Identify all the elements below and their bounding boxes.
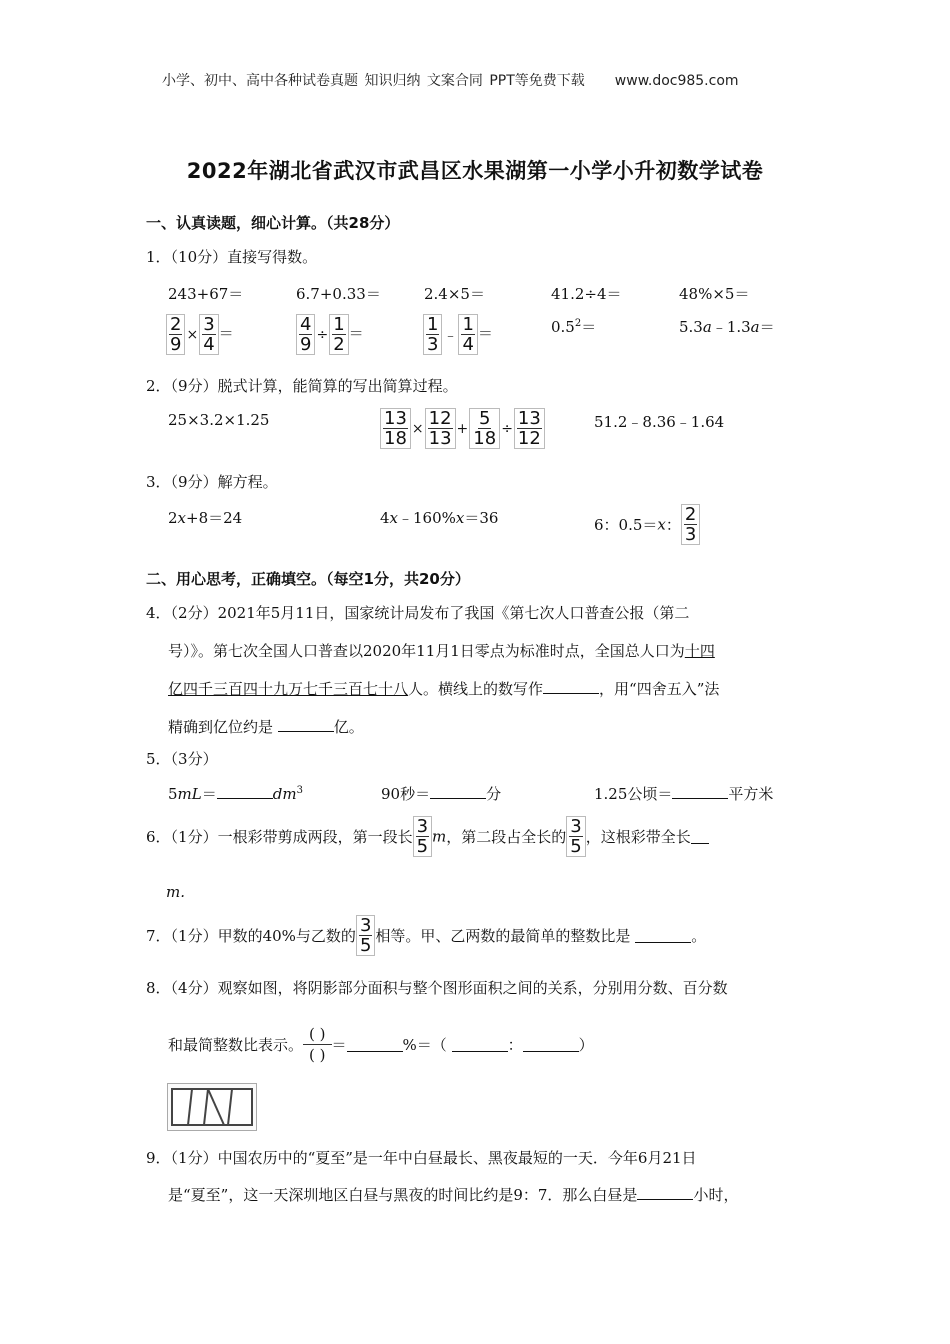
q9-line-2 <box>168 1184 738 1205</box>
fraction <box>514 408 545 449</box>
denominator: 9 <box>170 334 182 355</box>
equals: ＝ <box>218 324 234 343</box>
fraction <box>329 314 348 355</box>
numerator: 3 <box>570 816 582 837</box>
colon: ： <box>665 516 681 534</box>
equals: ＝ <box>477 324 493 343</box>
exponent: 3 <box>296 785 303 796</box>
coef-2: ﹣1.3 <box>711 318 751 336</box>
operator: × <box>411 420 424 437</box>
text: 6．（1分）一根彩带剪成两段，第一段长 <box>146 828 413 846</box>
denominator: 4 <box>462 334 474 355</box>
q2-expr-3: 51.2﹣8.36﹣1.64 <box>594 413 725 431</box>
numerator: 1 <box>333 314 345 335</box>
q2-expr-2 <box>380 408 545 449</box>
answer-blank[interactable] <box>430 784 486 799</box>
fraction <box>681 504 700 545</box>
text: 7．（1分）甲数的40%与乙数的 <box>146 927 356 945</box>
unit: dm <box>272 785 297 803</box>
q1-item-6 <box>166 314 234 355</box>
numerator: 2 <box>170 314 182 335</box>
denominator: 13 <box>428 428 452 449</box>
denominator: 2 <box>333 334 345 355</box>
rest: ﹣160% <box>398 509 456 527</box>
numerator: 3 <box>359 915 372 936</box>
variable: a <box>750 318 760 336</box>
q4-line-3 <box>168 678 719 699</box>
q5-item-2 <box>381 783 501 804</box>
equals: ＝ <box>201 785 217 803</box>
text: ，用“四舍五入”法 <box>599 680 720 698</box>
header-text: 小学、初中、高中各种试卷真题 知识归纳 文案合同 PPT等免费下载 <box>162 73 585 89</box>
q8-line-2 <box>168 1024 594 1065</box>
question-3-label: 3．（9分）解方程。 <box>146 473 278 491</box>
fraction <box>380 408 411 449</box>
text: ，第二段占全长的 <box>446 828 567 846</box>
unit: 分 <box>486 785 502 803</box>
equals: ＝ <box>348 324 364 343</box>
question-5-label: 5．（3分） <box>146 750 218 768</box>
text: ） <box>578 1036 594 1054</box>
prefix: 6：0.5＝ <box>594 516 658 534</box>
coef: 2 <box>168 509 178 527</box>
q5-item-3 <box>594 783 773 804</box>
numerator: 1 <box>427 314 439 335</box>
fraction <box>423 314 442 355</box>
q7-line <box>146 915 706 956</box>
denominator: 3 <box>684 524 697 545</box>
fraction <box>413 816 432 857</box>
fraction <box>166 314 185 355</box>
text: 相等。甲、乙两数的最简单的整数比是 <box>375 927 631 945</box>
numerator: 3 <box>416 816 429 837</box>
denominator: 18 <box>384 428 407 449</box>
variable: x <box>177 509 187 527</box>
q2-expr-1: 25×3.2×1.25 <box>168 411 270 429</box>
unit: m. <box>166 883 185 901</box>
answer-blank[interactable] <box>217 784 273 799</box>
shaded-area-figure <box>167 1083 257 1131</box>
fraction <box>356 915 375 956</box>
coef: 4 <box>380 509 390 527</box>
numerator: 1 <box>462 314 474 335</box>
answer-blank[interactable] <box>523 1037 579 1052</box>
variable: a <box>702 318 712 336</box>
unit: m <box>432 827 447 846</box>
exponent: 2 <box>574 318 582 329</box>
answer-blank[interactable] <box>278 717 334 732</box>
answer-blank[interactable] <box>543 679 599 694</box>
operator: ÷ <box>316 326 329 343</box>
question-2-label: 2．（9分）脱式计算，能简算的写出简算过程。 <box>146 377 458 395</box>
numerator: 12 <box>428 408 452 429</box>
base: 0.5 <box>551 318 575 336</box>
text: 亿。 <box>333 718 364 736</box>
denominator: 18 <box>473 428 497 449</box>
question-1-label: 1．（10分）直接写得数。 <box>146 248 318 266</box>
q1-item-7 <box>296 314 364 355</box>
fraction <box>458 314 477 355</box>
rest: +8＝24 <box>186 509 243 527</box>
denominator: 5 <box>359 935 372 956</box>
q6-line-2 <box>166 883 185 901</box>
q1-item-5: 48%×5＝ <box>679 285 750 303</box>
numerator-blank[interactable]: ( ) <box>303 1024 331 1045</box>
text: %＝（ <box>402 1036 447 1054</box>
operator: ﹣ <box>443 327 458 344</box>
numerator: 3 <box>203 314 215 335</box>
operator: × <box>186 326 199 343</box>
q1-item-4: 41.2÷4＝ <box>551 285 622 303</box>
q1-item-9 <box>551 316 596 337</box>
operator: ÷ <box>501 420 513 437</box>
q1-item-2: 6.7+0.33＝ <box>296 285 381 303</box>
q1-item-8 <box>423 314 493 355</box>
figure-drawing <box>168 1084 256 1130</box>
denominator: 5 <box>416 836 429 857</box>
text: ，这根彩带全长 <box>585 828 691 846</box>
answer-blank[interactable] <box>691 829 709 844</box>
page-header <box>162 70 739 90</box>
variable: x <box>657 515 666 534</box>
denominator-blank[interactable]: ( ) <box>309 1046 326 1064</box>
operator: + <box>456 420 469 437</box>
text: 1.25公顷＝ <box>594 785 673 803</box>
numerator: 13 <box>384 408 407 429</box>
denominator: 12 <box>517 428 541 449</box>
rest: ＝36 <box>464 509 499 527</box>
answer-blank[interactable] <box>672 784 728 799</box>
section-heading-1: 一、认真读题，细心计算。（共28分） <box>146 214 400 232</box>
equals: ＝ <box>581 318 597 336</box>
fraction <box>469 408 500 449</box>
denominator: 5 <box>570 836 582 857</box>
fraction <box>296 314 315 355</box>
q5-item-1 <box>168 783 303 804</box>
equals: ＝ <box>331 1036 347 1054</box>
fraction-blank[interactable] <box>303 1024 331 1065</box>
answer-blank[interactable] <box>347 1037 403 1052</box>
q9-line-1: 9．（1分）中国农历中的“夏至”是一年中白昼最长、黑夜最短的一天．今年6月21日 <box>146 1149 697 1167</box>
text: 是“夏至”，这一天深圳地区白昼与黑夜的时间比约是9：7．那么白昼是 <box>168 1186 638 1204</box>
underlined-number-text: 亿四千三百四十九万七千三百七十八 <box>168 680 409 698</box>
unit: mL <box>177 785 202 803</box>
q6-line-1 <box>146 816 709 857</box>
denominator: 9 <box>300 334 312 355</box>
numerator: 5 <box>479 408 491 429</box>
answer-blank[interactable] <box>635 928 691 943</box>
numerator: 13 <box>517 408 541 429</box>
q4-line-4 <box>168 716 364 737</box>
header-site-link[interactable]: www.doc985.com <box>614 73 739 89</box>
variable: x <box>455 509 465 527</box>
equals: ＝ <box>759 318 775 336</box>
denominator: 4 <box>203 334 215 355</box>
unit: 平方米 <box>728 785 774 803</box>
q3-equation-2 <box>380 507 498 528</box>
q3-equation-3 <box>594 504 700 545</box>
q1-item-10 <box>679 316 775 337</box>
answer-blank[interactable] <box>637 1185 693 1200</box>
text: 和最简整数比表示。 <box>168 1036 304 1054</box>
text: 精确到亿位约是 <box>168 718 274 736</box>
fraction <box>425 408 456 449</box>
value: 5 <box>168 785 178 803</box>
numerator: 2 <box>684 504 697 525</box>
text: 号）》。第七次全国人口普查以2020年11月1日零点为标准时点，全国总人口为 <box>168 642 685 660</box>
coef-1: 5.3 <box>679 318 703 336</box>
q3-equation-1 <box>168 507 242 528</box>
numerator: 4 <box>300 314 312 335</box>
variable: x <box>389 509 399 527</box>
colon: ： <box>507 1036 523 1054</box>
text: 小时， <box>693 1186 739 1204</box>
q1-item-1: 243+67＝ <box>168 285 244 303</box>
text: 人。横线上的数写作 <box>408 680 544 698</box>
fraction <box>199 314 218 355</box>
q4-line-1: 4．（2分）2021年5月11日，国家统计局发布了我国《第七次人口普查公报（第二 <box>146 604 690 622</box>
page-title: 2022年湖北省武汉市武昌区水果湖第一小学小升初数学试卷 <box>186 159 764 183</box>
text: 90秒＝ <box>381 785 431 803</box>
text: 。 <box>691 927 707 945</box>
section-heading-2: 二、用心思考，正确填空。（每空1分，共20分） <box>146 570 470 588</box>
q4-line-2 <box>168 640 715 661</box>
denominator: 3 <box>427 334 439 355</box>
fraction <box>566 816 585 857</box>
answer-blank[interactable] <box>452 1037 508 1052</box>
underlined-number-text: 十四 <box>684 642 715 660</box>
q1-item-3: 2.4×5＝ <box>424 285 485 303</box>
q8-line-1: 8．（4分）观察如图，将阴影部分面积与整个图形面积之间的关系，分别用分数、百分数 <box>146 979 728 997</box>
